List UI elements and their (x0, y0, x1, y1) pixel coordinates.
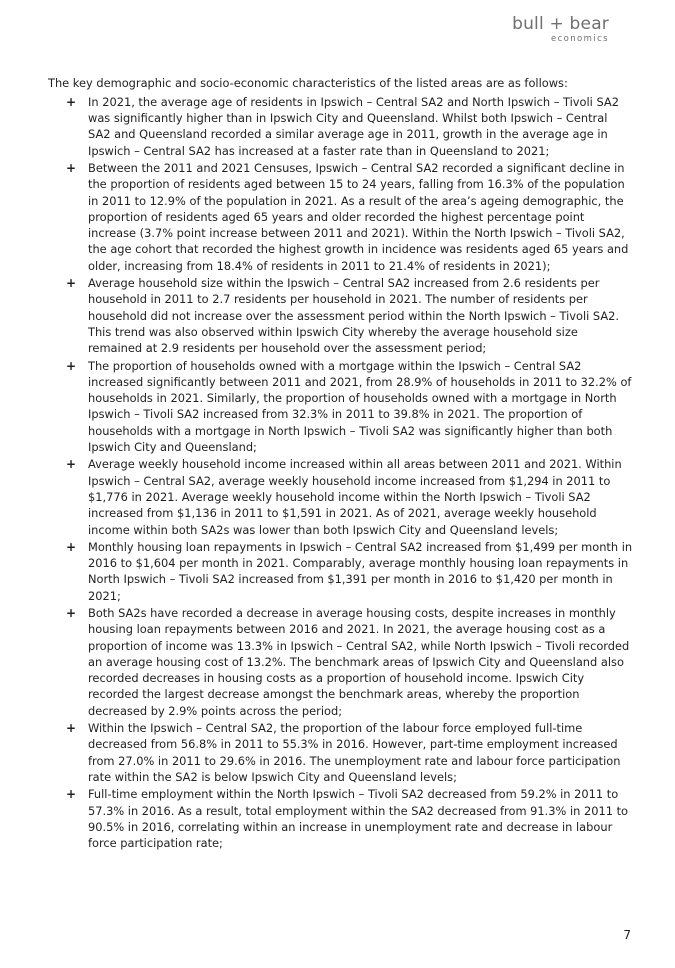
list-item (48, 605, 633, 719)
intro-paragraph: The key demographic and socio-economic characteristics of the listed areas are as follows: (48, 76, 568, 90)
list-item (48, 358, 633, 456)
plus-bullet-icon: + (66, 606, 77, 620)
plus-bullet-icon: + (66, 358, 77, 373)
plus-bullet-icon: + (66, 539, 77, 554)
plus-bullet-icon: + (66, 160, 77, 175)
plus-bullet-icon: + (66, 457, 77, 472)
document-body (48, 75, 633, 852)
page-number: 7 (623, 928, 631, 942)
list-item-text: Full-time employment within the North Ipswich – Tivoli SA2 decreased from 59.2% in 2011 to 57.3% in 2016. As a result, total employment within the SA2 decreased from 91.3% in 2011 to 90.5% in 2016, correlating within an increase in unemployment rate and decrease in labour force participation rate; (88, 787, 629, 851)
logo-subtitle: economics (550, 34, 609, 44)
list-item-text: The proportion of households owned with a mortgage within the Ipswich – Central SA2 increased significantly between 2011 and 2021, from 28.9% of households in 2011 to 32.2% of households in 2021. Similarly, the proportion of households owned with a mortgage in North Ipswich – Tivoli SA2 increased from 32.3% in 2011 to 39.8% in 2021. The proportion of households with a mortgage in North Ipswich – Tivoli SA2 was significantly higher than both Ipswich City and Queensland; (88, 358, 632, 455)
plus-bullet-icon: + (66, 94, 77, 109)
list-item-text: Within the Ipswich – Central SA2, the proportion of the labour force employed full-time decreased from 56.8% in 2011 to 55.3% in 2016. However, part-time employment increased from 27.0% in 2011 to 29.6% in 2016. The unemployment rate and labour force participation rate within the SA2 is below Ipswich City and Queensland levels; (88, 721, 621, 784)
list-item-text: Average weekly household income increased within all areas between 2011 and 2021. Within Ipswich – Central SA2, average weekly household income increased from $1,294 in 2011 to $1,776 in 2021. Average weekly household income within the North Ipswich – Tivoli SA2 increased from $1,136 in 2011 to $1,591 in 2021. As of 2021, average weekly household income within both SA2s was lower than both Ipswich City and Queensland levels; (88, 457, 622, 537)
characteristics-list (48, 94, 633, 852)
plus-bullet-icon: + (66, 721, 77, 736)
list-item-text: Average household size within the Ipswich – Central SA2 increased from 2.6 residents per household in 2011 to 2.7 residents per household in 2021. The number of residents per household did not increase over the assessment period within the North Ipswich – Tivoli SA2. This trend was also observed within Ipswich City whereby the average household size remained at 2.9 residents per household over the assessment period; (88, 276, 620, 356)
list-item-text: Between the 2011 and 2021 Censuses, Ipswich – Central SA2 recorded a significant decline in the proportion of residents aged between 15 to 24 years, falling from 16.3% of the population in 2011 to 12.9% of the population in 2021. As a result of the area’s ageing demographic, the proportion of residents aged 65 years and older recorded the highest percentage point increase (3.7% point increase between 2011 and 2021). Within the North Ipswich – Tivoli SA2, the age cohort that recorded the highest growth in incidence was residents aged 65 years and older, increasing from 18.4% of residents in 2011 to 21.4% of residents in 2021); (88, 160, 629, 273)
list-item (48, 94, 633, 159)
list-item (48, 720, 633, 785)
list-item (48, 160, 633, 274)
list-item (48, 456, 633, 537)
list-item-text: Monthly housing loan repayments in Ipswich – Central SA2 increased from $1,499 per month in 2016 to $1,604 per month in 2021. Comparably, average monthly housing loan repayments in North Ipswich – Tivoli SA2 increased from $1,391 per month in 2016 to $1,420 per month in 2021; (88, 539, 633, 603)
list-item (48, 786, 633, 851)
company-logo (512, 14, 609, 45)
list-item-text: Both SA2s have recorded a decrease in average housing costs, despite increases in monthly housing loan repayments between 2016 and 2021. In 2021, the average housing cost as a proportion of income was 13.3% in Ipswich – Central SA2, while North Ipswich – Tivoli recorded an average housing cost of 13.2%. The benchmark areas of Ipswich City and Queensland also recorded decreases in housing costs as a proportion of household income. Ipswich City recorded the largest decrease amongst the benchmark areas, whereby the proportion decreased by 2.9% points across the period; (88, 606, 630, 718)
plus-bullet-icon: + (66, 276, 77, 291)
list-item (48, 275, 633, 356)
plus-bullet-icon: + (66, 787, 77, 802)
logo-wordmark: bull + bear (512, 14, 609, 34)
list-item (48, 539, 633, 604)
list-item-text: In 2021, the average age of residents in Ipswich – Central SA2 and North Ipswich – Tivoli SA2 was significantly higher than in Ipswich City and Queensland. Whilst both Ipswich – Central SA2 and Queensland recorded a similar average age in 2011, growth in the average age in Ipswich – Central SA2 has increased at a faster rate than in Queensland to 2021; (88, 94, 619, 158)
